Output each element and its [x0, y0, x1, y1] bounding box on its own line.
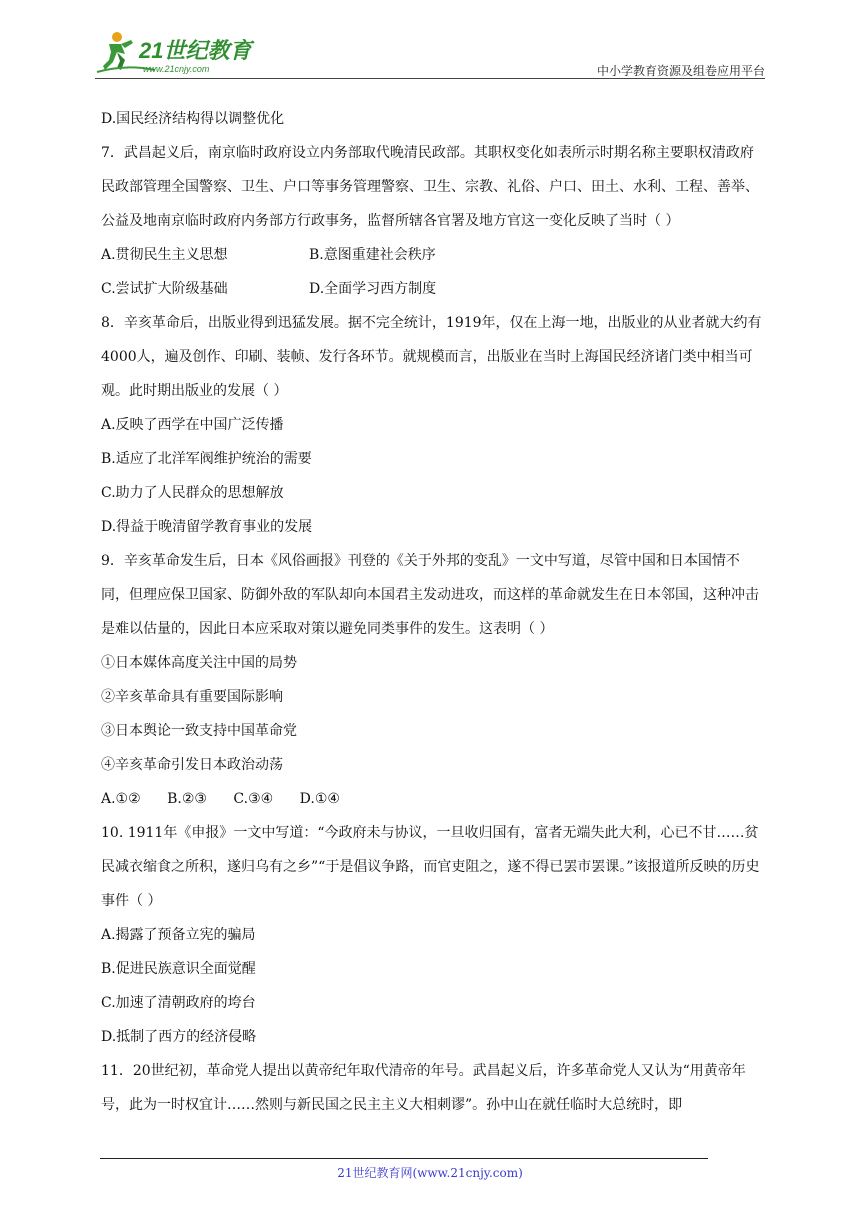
- q7-option-a: A.贯彻民生主义思想: [101, 247, 228, 263]
- q6-option-d: D.国民经济结构得以调整优化: [101, 111, 285, 127]
- platform-name: 中小学教育资源及组卷应用平台: [596, 64, 765, 78]
- q8-option-c: C.助力了人民群众的思想解放: [101, 485, 284, 501]
- q9-item-3: ③日本舆论一致支持中国革命党: [101, 723, 297, 739]
- footer-divider: [100, 1158, 708, 1159]
- logo-21cnjy: [95, 30, 265, 76]
- page-header: [95, 30, 765, 78]
- q7-option-d: D.全面学习西方制度: [309, 281, 437, 297]
- q10-option-b: B.促进民族意识全面觉醒: [101, 961, 256, 977]
- q9-item-2: ②辛亥革命具有重要国际影响: [101, 689, 283, 705]
- q7-option-c: C.尝试扩大阶级基础: [101, 281, 228, 297]
- q10-option-d: D.抵制了西方的经济侵略: [101, 1029, 257, 1045]
- q9-option-d: D.①④: [299, 791, 340, 807]
- question-content: [101, 102, 767, 1122]
- q10-stem: 10. 1911年《申报》一文中写道：“今政府未与协议，一旦收归国有，富者无端失此大利，心已不甘……贫民减衣缩食之所积，遂归乌有之乡”“于是倡议争路，而官吏阻之，遂不得已罢市罢课。”该报道所反映的历史事件（ ）: [101, 825, 760, 909]
- q9-item-1: ①日本媒体高度关注中国的局势: [101, 655, 297, 671]
- q7-stem: 7．武昌起义后，南京临时政府设立内务部取代晚清民政部。其职权变化如表所示时期名称主要职权清政府民政部管理全国警察、卫生、户口等事务管理警察、卫生、宗教、礼俗、户口、田土、水利、工程、善举、公益及地南京临时政府内务部方行政事务，监督所辖各官署及地方官这一变化反映了当时（ ）: [101, 145, 759, 229]
- q11-stem: 11．20世纪初，革命党人提出以黄帝纪年取代清帝的年号。武昌起义后，许多革命党人又认为“用黄帝年号，此为一时权宜计……然则与新民国之民主主义大相刺谬”。孙中山在就任临时大总统时，即: [101, 1063, 746, 1113]
- q7-options-row1: [101, 238, 767, 272]
- q9-item-4: ④辛亥革命引发日本政治动荡: [101, 757, 283, 773]
- q9-option-b: B.②③: [167, 791, 207, 807]
- q9-options: [101, 782, 767, 816]
- q9-stem: 9．辛亥革命发生后，日本《风俗画报》刊登的《关于外邦的变乱》一文中写道，尽管中国和日本国情不同，但理应保卫国家、防御外敌的军队却向本国君主发动进攻，而这样的革命就发生在日本邻国，这种冲击是难以估量的，因此日本应采取对策以避免同类事件的发生。这表明（ ）: [101, 553, 759, 637]
- q8-stem: 8．辛亥革命后，出版业得到迅猛发展。据不完全统计，1919年，仅在上海一地，出版业的从业者就大约有4000人，遍及创作、印刷、装帧、发行各环节。就规模而言，出版业在当时上海国民经济诸门类中相当可观。此时期出版业的发展（ ）: [101, 315, 762, 399]
- q9-option-a: A.①②: [101, 791, 141, 807]
- q10-option-c: C.加速了清朝政府的垮台: [101, 995, 256, 1011]
- q10-option-a: A.揭露了预备立宪的骗局: [101, 927, 256, 943]
- q7-options-row2: [101, 272, 767, 306]
- header-divider: [95, 78, 765, 79]
- q7-option-b: B.意图重建社会秩序: [309, 247, 436, 263]
- q8-option-b: B.适应了北洋军阀维护统治的需要: [101, 451, 312, 467]
- q9-option-c: C.③④: [233, 791, 274, 807]
- q8-option-d: D.得益于晚清留学教育事业的发展: [101, 519, 313, 535]
- logo-text: 21世纪教育: [139, 38, 252, 63]
- q8-option-a: A.反映了西学在中国广泛传播: [101, 417, 284, 433]
- logo-url: www.21cnjy.com: [143, 64, 210, 74]
- page-footer: 21世纪教育网(www.21cnjy.com): [337, 1166, 523, 1180]
